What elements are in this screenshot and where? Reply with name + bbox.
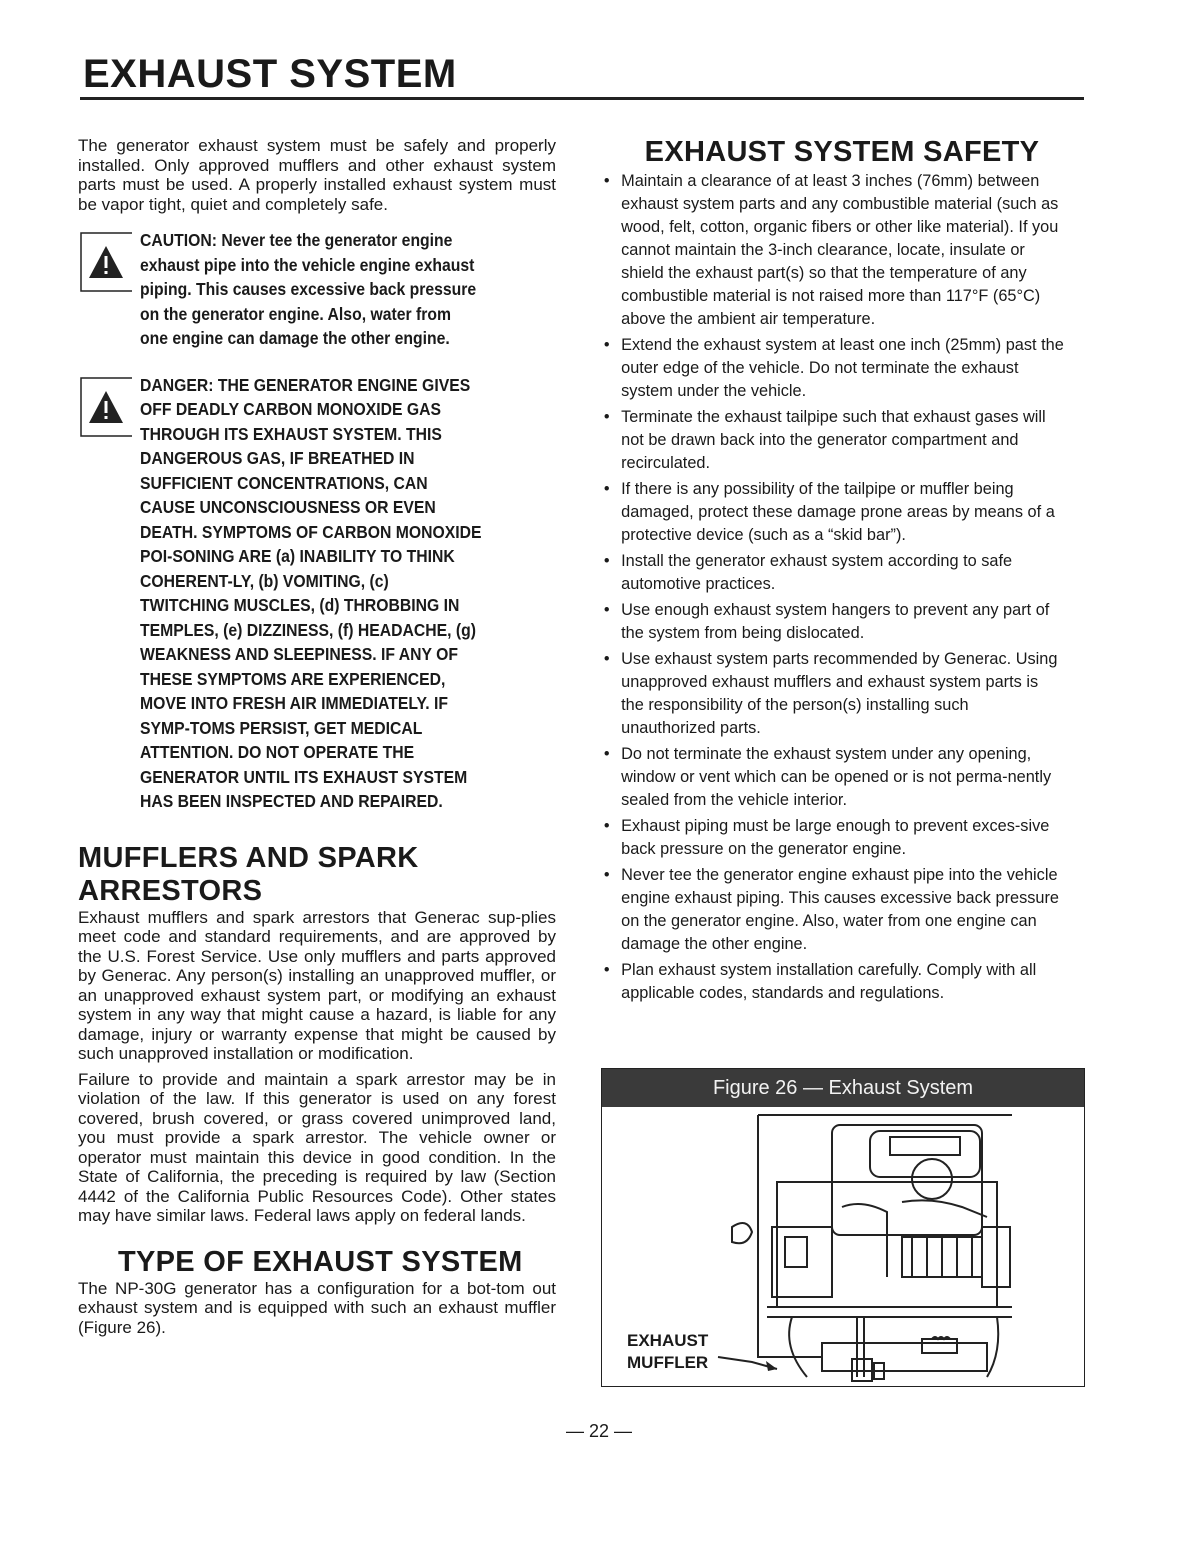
list-item: • Use exhaust system parts recommended by Generac. Using unapproved exhaust mufflers and exhaust system parts is the responsibility of the person(s) installing such unauthorized parts. [600,647,1065,739]
list-item: • Plan exhaust system installation carefully. Comply with all applicable codes, standards and regulations. [600,958,1065,1004]
list-item: • Do not terminate the exhaust system under any opening, window or vent which can be opened or is not perma-nently sealed from the vehicle interior. [600,742,1065,811]
list-item: • Use enough exhaust system hangers to prevent any part of the system from being dislocated. [600,598,1065,644]
mufflers-paragraph-2: Failure to provide and maintain a spark arrestor may be in violation of the law. If this generator is used on any forest covered, brush covered, or grass covered unimproved land, you must provide a spark arrestor. The vehicle owner or operator must maintain this device in good condition. In the State of California, the preceding is required by law (Section 4442 of the California Public Resources Code). Other states may have similar laws. Federal laws apply on federal lands. [78,1069,556,1225]
list-item: • If there is any possibility of the tailpipe or muffler being damaged, protect these damage prone areas by means of a protective device (such as a “skid bar”). [600,477,1065,546]
exhaust-label: EXHAUST [627,1331,709,1350]
list-item: • Extend the exhaust system at least one inch (25mm) past the outer edge of the vehicle. Do not terminate the exhaust system under the vehicle. [600,333,1065,402]
left-column [78,136,556,1337]
danger-block [78,373,556,814]
mufflers-paragraph-1: Exhaust mufflers and spark arrestors that Generac sup-plies meet code and standard requirements, and are approved by the U.S. Forest Service. Use only mufflers and parts approved by Generac. Any person(s) installing an unapproved muffler, or an unapproved exhaust system part, or modifying an exhaust system in any way that might cause a hazard, is liable for any damage, injury or warranty expense that might be caused by such unapproved installation or modification. [78,907,556,1063]
title-rule [80,97,1084,100]
type-paragraph: The NP-30G generator has a configuration for a bot-tom out exhaust system and is equipped with such an exhaust muffler (Figure 26). [78,1278,556,1337]
list-item: • Install the generator exhaust system according to safe automotive practices. [600,549,1065,595]
right-column [600,136,1084,1007]
list-item: • Terminate the exhaust tailpipe such that exhaust gases will not be drawn back into the generator compartment and recirculated. [600,405,1065,474]
list-item: • Maintain a clearance of at least 3 inches (76mm) between exhaust system parts and any combustible material (such as wood, felt, cotton, organic fibers or other like material). If you cannot maintain the 3-inch clearance, locate, insulate or shield the exhaust part(s) so that the temperature of any combustible material is not raised more than 117°F (65°C) above the ambient air temperature. [600,169,1065,330]
danger-text: DANGER: THE GENERATOR ENGINE GIVES OFF DEADLY CARBON MONOXIDE GAS THROUGH ITS EXHAUST SYSTEM. THIS DANGEROUS GAS, IF BREATHED IN SUFFICIENT CONCENTRATIONS, CAN CAUSE UNCONSCIOUSNESS OR EVEN DEATH. SYMPTOMS OF CARBON MONOXIDE POI-SONING ARE (a) INABILITY TO THINK COHERENT-LY, (b) VOMITING, (c) TWITCHING MUSCLES, (d) THROBBING IN TEMPLES, (e) DIZZINESS, (f) HEADACHE, (g) WEAKNESS AND SLEEPINESS. IF ANY OF THESE SYMPTOMS ARE EXPERIENCED, MOVE INTO FRESH AIR IMMEDIATELY. IF SYMP-TOMS PERSIST, GET MEDICAL ATTENTION. DO NOT OPERATE THE GENERATOR UNTIL ITS EXHAUST SYSTEM HAS BEEN INSPECTED AND REPAIRED. [140,374,482,811]
page-number: — 22 — [565,1421,633,1441]
list-item: • Exhaust piping must be large enough to prevent exces-sive back pressure on the generator engine. [600,814,1065,860]
caution-text: CAUTION: Never tee the generator engine exhaust pipe into the vehicle engine exhaust piping. This causes excessive back pressure on the generator engine. Also, water from one engine can damage the other engine. [140,230,477,348]
safety-list [600,169,1084,1004]
warning-triangle-icon [80,232,132,292]
figure-caption: Figure 26 — Exhaust System [602,1069,1084,1107]
page-title: EXHAUST SYSTEM [83,52,457,96]
muffler-label: MUFFLER [627,1353,709,1372]
safety-heading: EXHAUST SYSTEM SAFETY [644,136,1040,168]
caution-block [78,228,556,351]
figure-26 [601,1068,1085,1387]
intro-paragraph: The generator exhaust system must be safely and properly installed. Only approved mufflers and other exhaust system parts must be used. A properly installed exhaust system must be vapor tight, quiet and completely safe. [78,136,556,214]
type-heading: TYPE OF EXHAUST SYSTEM [118,1245,523,1278]
list-item: • Never tee the generator engine exhaust pipe into the vehicle engine exhaust piping. This causes excessive back pressure on the generator engine. Also, water from one engine can damage the other engine. [600,863,1065,955]
warning-triangle-icon [80,377,132,437]
mufflers-heading: MUFFLERS AND SPARK ARRESTORS [78,841,419,907]
